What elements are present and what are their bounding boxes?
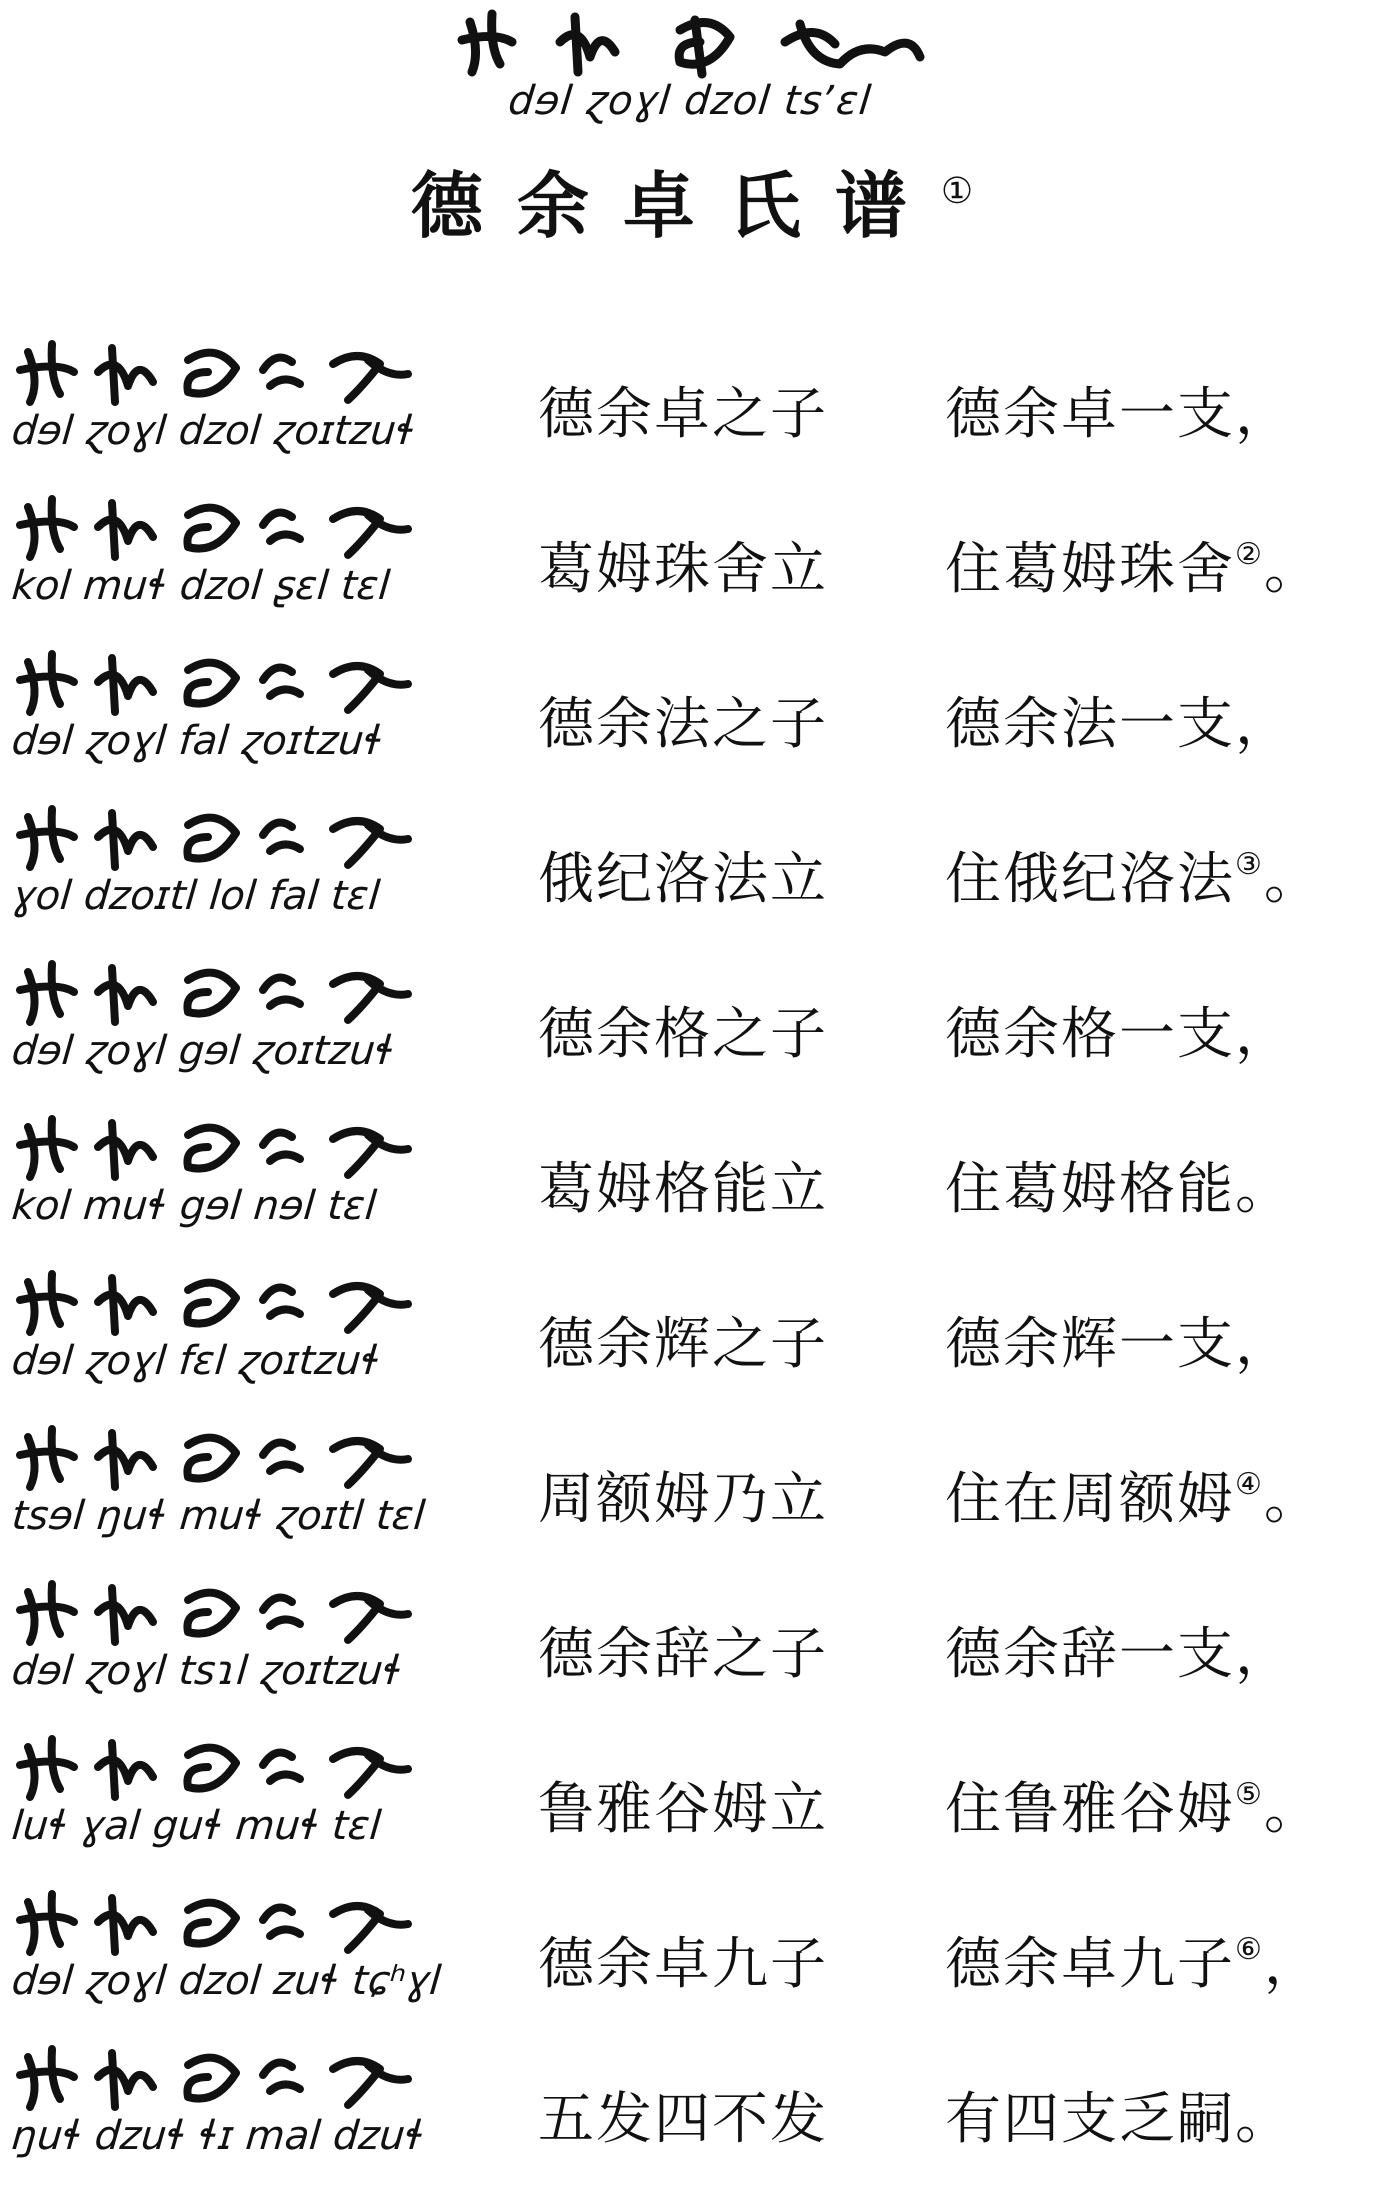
genealogy-row xyxy=(0,330,1384,485)
chinese-translation-line xyxy=(945,370,1375,450)
yi-cell xyxy=(8,1729,448,1879)
genealogy-row xyxy=(0,1880,1384,2035)
yi-script-line xyxy=(8,799,448,879)
chinese-translation-line xyxy=(945,1920,1375,2000)
punctuation: ， xyxy=(1235,692,1293,757)
yi-script-line xyxy=(8,1884,448,1964)
chinese-title-text: 德余卓氏谱 xyxy=(410,163,941,248)
yi-cell xyxy=(8,334,448,484)
genealogy-row xyxy=(0,1415,1384,1570)
punctuation: ， xyxy=(1235,1002,1293,1067)
yi-script-line xyxy=(8,1109,448,1189)
chinese-literal-line: 德余格之子 xyxy=(538,1002,828,1067)
yi-cell xyxy=(8,954,448,1104)
yi-cell xyxy=(8,1264,448,1414)
genealogy-row xyxy=(0,1725,1384,1880)
chinese-translation-line xyxy=(945,835,1375,915)
yi-romanization: dɘl ɀoɣl tsɿl ɀoɪtzuɬ xyxy=(9,1648,405,1694)
chinese-translation-line xyxy=(945,990,1375,1070)
translation-text: 住俄纪洛法 xyxy=(945,847,1235,912)
genealogy-row xyxy=(0,1105,1384,1260)
yi-cell xyxy=(8,489,448,639)
yi-script-glyphs-image xyxy=(8,1729,448,1809)
page-header xyxy=(0,0,1384,260)
translation-text: 住葛姆格能 xyxy=(945,1157,1235,1222)
chinese-literal-line: 周额姆乃立 xyxy=(538,1467,828,1532)
genealogy-row xyxy=(0,795,1384,950)
chinese-literal-line: 葛姆珠舍立 xyxy=(538,537,828,602)
translation-text: 德余卓一支 xyxy=(945,382,1235,447)
yi-script-line xyxy=(8,1574,448,1654)
yi-script-glyphs-image xyxy=(8,1884,448,1964)
chinese-translation-line xyxy=(945,1145,1375,1225)
yi-script-line xyxy=(8,644,448,724)
yi-romanization: dɘl ɀoɣl gɘl ɀoɪtzuɬ xyxy=(9,1028,397,1074)
punctuation: 。 xyxy=(1235,2087,1293,2152)
footnote-marker: ② xyxy=(1235,537,1264,572)
punctuation: ， xyxy=(1235,1622,1293,1687)
yi-script-glyphs-image xyxy=(8,1264,448,1344)
yi-script-glyphs-image xyxy=(8,1419,448,1499)
yi-cell xyxy=(8,799,448,949)
chinese-translation-line xyxy=(945,1765,1375,1845)
genealogy-row xyxy=(0,1570,1384,1725)
yi-script-line xyxy=(8,489,448,569)
punctuation: 。 xyxy=(1263,1777,1322,1842)
genealogy-row xyxy=(0,2035,1384,2190)
yi-romanization: ɣol dzoɪtl lol fal tɛl xyxy=(9,873,382,919)
genealogy-row xyxy=(0,1260,1384,1415)
yi-romanization: dɘl ɀoɣl dzol zuɬ tɕʰɣl xyxy=(9,1958,443,2004)
yi-script-glyphs-image xyxy=(8,954,448,1034)
yi-cell xyxy=(8,2039,448,2189)
punctuation: 。 xyxy=(1263,847,1322,912)
yi-romanization: kol muɬ gɘl nɘl tɛl xyxy=(9,1183,379,1229)
chinese-literal-line: 俄纪洛法立 xyxy=(538,847,828,912)
punctuation: ， xyxy=(1235,1312,1293,1377)
yi-romanization: tsɘl ŋuɬ muɬ ɀoɪtl tɛl xyxy=(9,1493,427,1539)
chinese-literal-line: 德余卓九子 xyxy=(538,1932,828,1997)
chinese-translation-line xyxy=(945,1300,1375,1380)
yi-cell xyxy=(8,1109,448,1259)
translation-text: 德余卓九子 xyxy=(945,1932,1235,1997)
chinese-translation-line xyxy=(945,680,1375,760)
yi-romanized-title: dɘl ɀoɣl dzol tsʼɛl xyxy=(506,78,874,124)
footnote-marker: ③ xyxy=(1235,847,1264,882)
yi-romanization: ŋuɬ dzuɬ ɬɪ mal dzuɬ xyxy=(9,2113,427,2159)
yi-script-glyphs-image xyxy=(8,644,448,724)
yi-script-line xyxy=(8,954,448,1034)
chinese-literal-line: 德余辉之子 xyxy=(538,1312,828,1377)
yi-script-line xyxy=(8,1264,448,1344)
chinese-literal-line: 德余法之子 xyxy=(538,692,828,757)
yi-romanization: dɘl ɀoɣl fal ɀoɪtzuɬ xyxy=(9,718,386,764)
chinese-translation-line xyxy=(945,1610,1375,1690)
translation-text: 德余法一支 xyxy=(945,692,1235,757)
chinese-translation-line xyxy=(945,2075,1375,2155)
translation-text: 德余辞一支 xyxy=(945,1622,1235,1687)
chinese-translation-line xyxy=(945,525,1375,605)
translation-text: 住在周额姆 xyxy=(945,1467,1235,1532)
punctuation: 。 xyxy=(1235,1157,1293,1222)
chinese-translation-line xyxy=(945,1455,1375,1535)
yi-script-line xyxy=(8,334,448,414)
translation-text: 住鲁雅谷姆 xyxy=(945,1777,1235,1842)
footnote-marker: ④ xyxy=(1235,1467,1264,1502)
yi-script-line xyxy=(8,2039,448,2119)
yi-cell xyxy=(8,1419,448,1569)
translation-text: 有四支乏嗣 xyxy=(945,2087,1235,2152)
title-footnote-marker: ① xyxy=(940,171,974,212)
yi-cell xyxy=(8,644,448,794)
yi-script-glyphs-image xyxy=(8,799,448,879)
translation-text: 德余辉一支 xyxy=(945,1312,1235,1377)
punctuation: ， xyxy=(1235,382,1293,447)
footnote-marker: ⑤ xyxy=(1235,1777,1264,1812)
footnote-marker: ⑥ xyxy=(1235,1932,1264,1967)
yi-script-title xyxy=(440,2,940,84)
yi-romanization: kol muɬ dzol ʂɛl tɛl xyxy=(9,563,392,609)
genealogy-rows xyxy=(0,330,1384,2190)
genealogy-row xyxy=(0,640,1384,795)
chinese-literal-line: 五发四不发 xyxy=(538,2087,828,2152)
yi-script-glyphs-image xyxy=(440,2,940,84)
genealogy-row xyxy=(0,485,1384,640)
translation-text: 德余格一支 xyxy=(945,1002,1235,1067)
yi-script-line xyxy=(8,1419,448,1499)
chinese-literal-line: 德余卓之子 xyxy=(538,382,828,447)
translation-text: 住葛姆珠舍 xyxy=(945,537,1235,602)
chinese-literal-line: 葛姆格能立 xyxy=(538,1157,828,1222)
punctuation: 。 xyxy=(1263,1467,1322,1532)
punctuation: ， xyxy=(1263,1932,1322,1997)
yi-script-glyphs-image xyxy=(8,2039,448,2119)
yi-cell xyxy=(8,1574,448,1724)
yi-romanization: luɬ ɣal guɬ muɬ tɛl xyxy=(9,1803,383,1849)
genealogy-row xyxy=(0,950,1384,1105)
yi-script-line xyxy=(8,1729,448,1809)
yi-script-glyphs-image xyxy=(8,334,448,414)
yi-cell xyxy=(8,1884,448,2034)
yi-script-glyphs-image xyxy=(8,489,448,569)
chinese-literal-line: 德余辞之子 xyxy=(538,1622,828,1687)
yi-script-glyphs-image xyxy=(8,1574,448,1654)
yi-romanization: dɘl ɀoɣl fɛl ɀoɪtzuɬ xyxy=(9,1338,383,1384)
chinese-literal-line: 鲁雅谷姆立 xyxy=(538,1777,828,1842)
yi-script-glyphs-image xyxy=(8,1109,448,1189)
yi-romanization: dɘl ɀoɣl dzol ɀoɪtzuɬ xyxy=(9,408,418,454)
chinese-title xyxy=(0,148,1384,252)
punctuation: 。 xyxy=(1263,537,1322,602)
